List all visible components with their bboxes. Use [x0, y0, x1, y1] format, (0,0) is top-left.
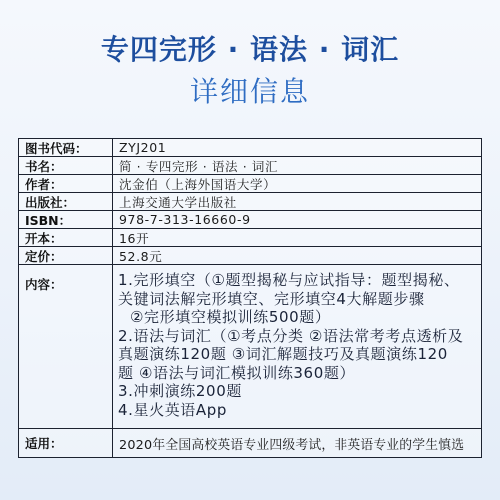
book-info-table [18, 138, 482, 458]
row-label: 定价： [19, 247, 113, 264]
row-value: 16开 [119, 230, 150, 246]
content-line: 3.冲刺演练200题 [118, 382, 242, 400]
info-row-code [19, 139, 481, 157]
content-line: 4.星火英语App [118, 400, 228, 419]
row-value: 沈金伯（上海外国语大学） [119, 176, 277, 192]
info-row-publisher [19, 193, 481, 211]
info-row-suitable [19, 429, 481, 457]
info-row-content [19, 265, 481, 429]
row-value: 978-7-313-16660-9 [119, 212, 251, 227]
content-line: 1.完形填空（①题型揭秘与应试指导：题型揭秘、 [118, 271, 460, 289]
row-label: 开本： [19, 229, 113, 246]
content-line: 关键词法解完形填空、完形填空4大解题步骤 [118, 289, 425, 308]
content-line: 题 ④语法与词汇模拟训练360题） [118, 363, 356, 382]
page-title: 专四完形 · 语法 · 词汇 [100, 33, 400, 66]
row-value: 52.8元 [119, 248, 163, 264]
info-row-isbn [19, 211, 481, 229]
row-value: 上海交通大学出版社 [119, 194, 237, 210]
content-list [113, 265, 481, 428]
row-label: 作者： [19, 175, 113, 192]
info-row-price [19, 247, 481, 265]
row-label: ISBN： [19, 211, 113, 228]
row-label: 出版社： [19, 193, 113, 210]
info-row-format [19, 229, 481, 247]
row-label: 图书代码： [19, 139, 113, 156]
page-subtitle: 详细信息 [189, 75, 310, 108]
content-line: 2.语法与词汇（①考点分类 ②语法常考考点透析及 [118, 326, 464, 345]
row-label: 适用： [19, 429, 113, 457]
info-row-author [19, 175, 481, 193]
row-value: 2020年全国高校英语专业四级考试，非英语专业的学生慎选 [119, 437, 465, 453]
content-line: ②完形填空模拟训练500题） [130, 308, 331, 326]
row-label: 内容： [19, 265, 113, 428]
info-row-title [19, 157, 481, 175]
content-line: 真题演练120题 ③词汇解题技巧及真题演练120 [118, 345, 448, 363]
row-value: ZYJ201 [119, 140, 167, 155]
row-label: 书名： [19, 157, 113, 174]
row-value: 简 · 专四完形 · 语法 · 词汇 [119, 158, 279, 174]
